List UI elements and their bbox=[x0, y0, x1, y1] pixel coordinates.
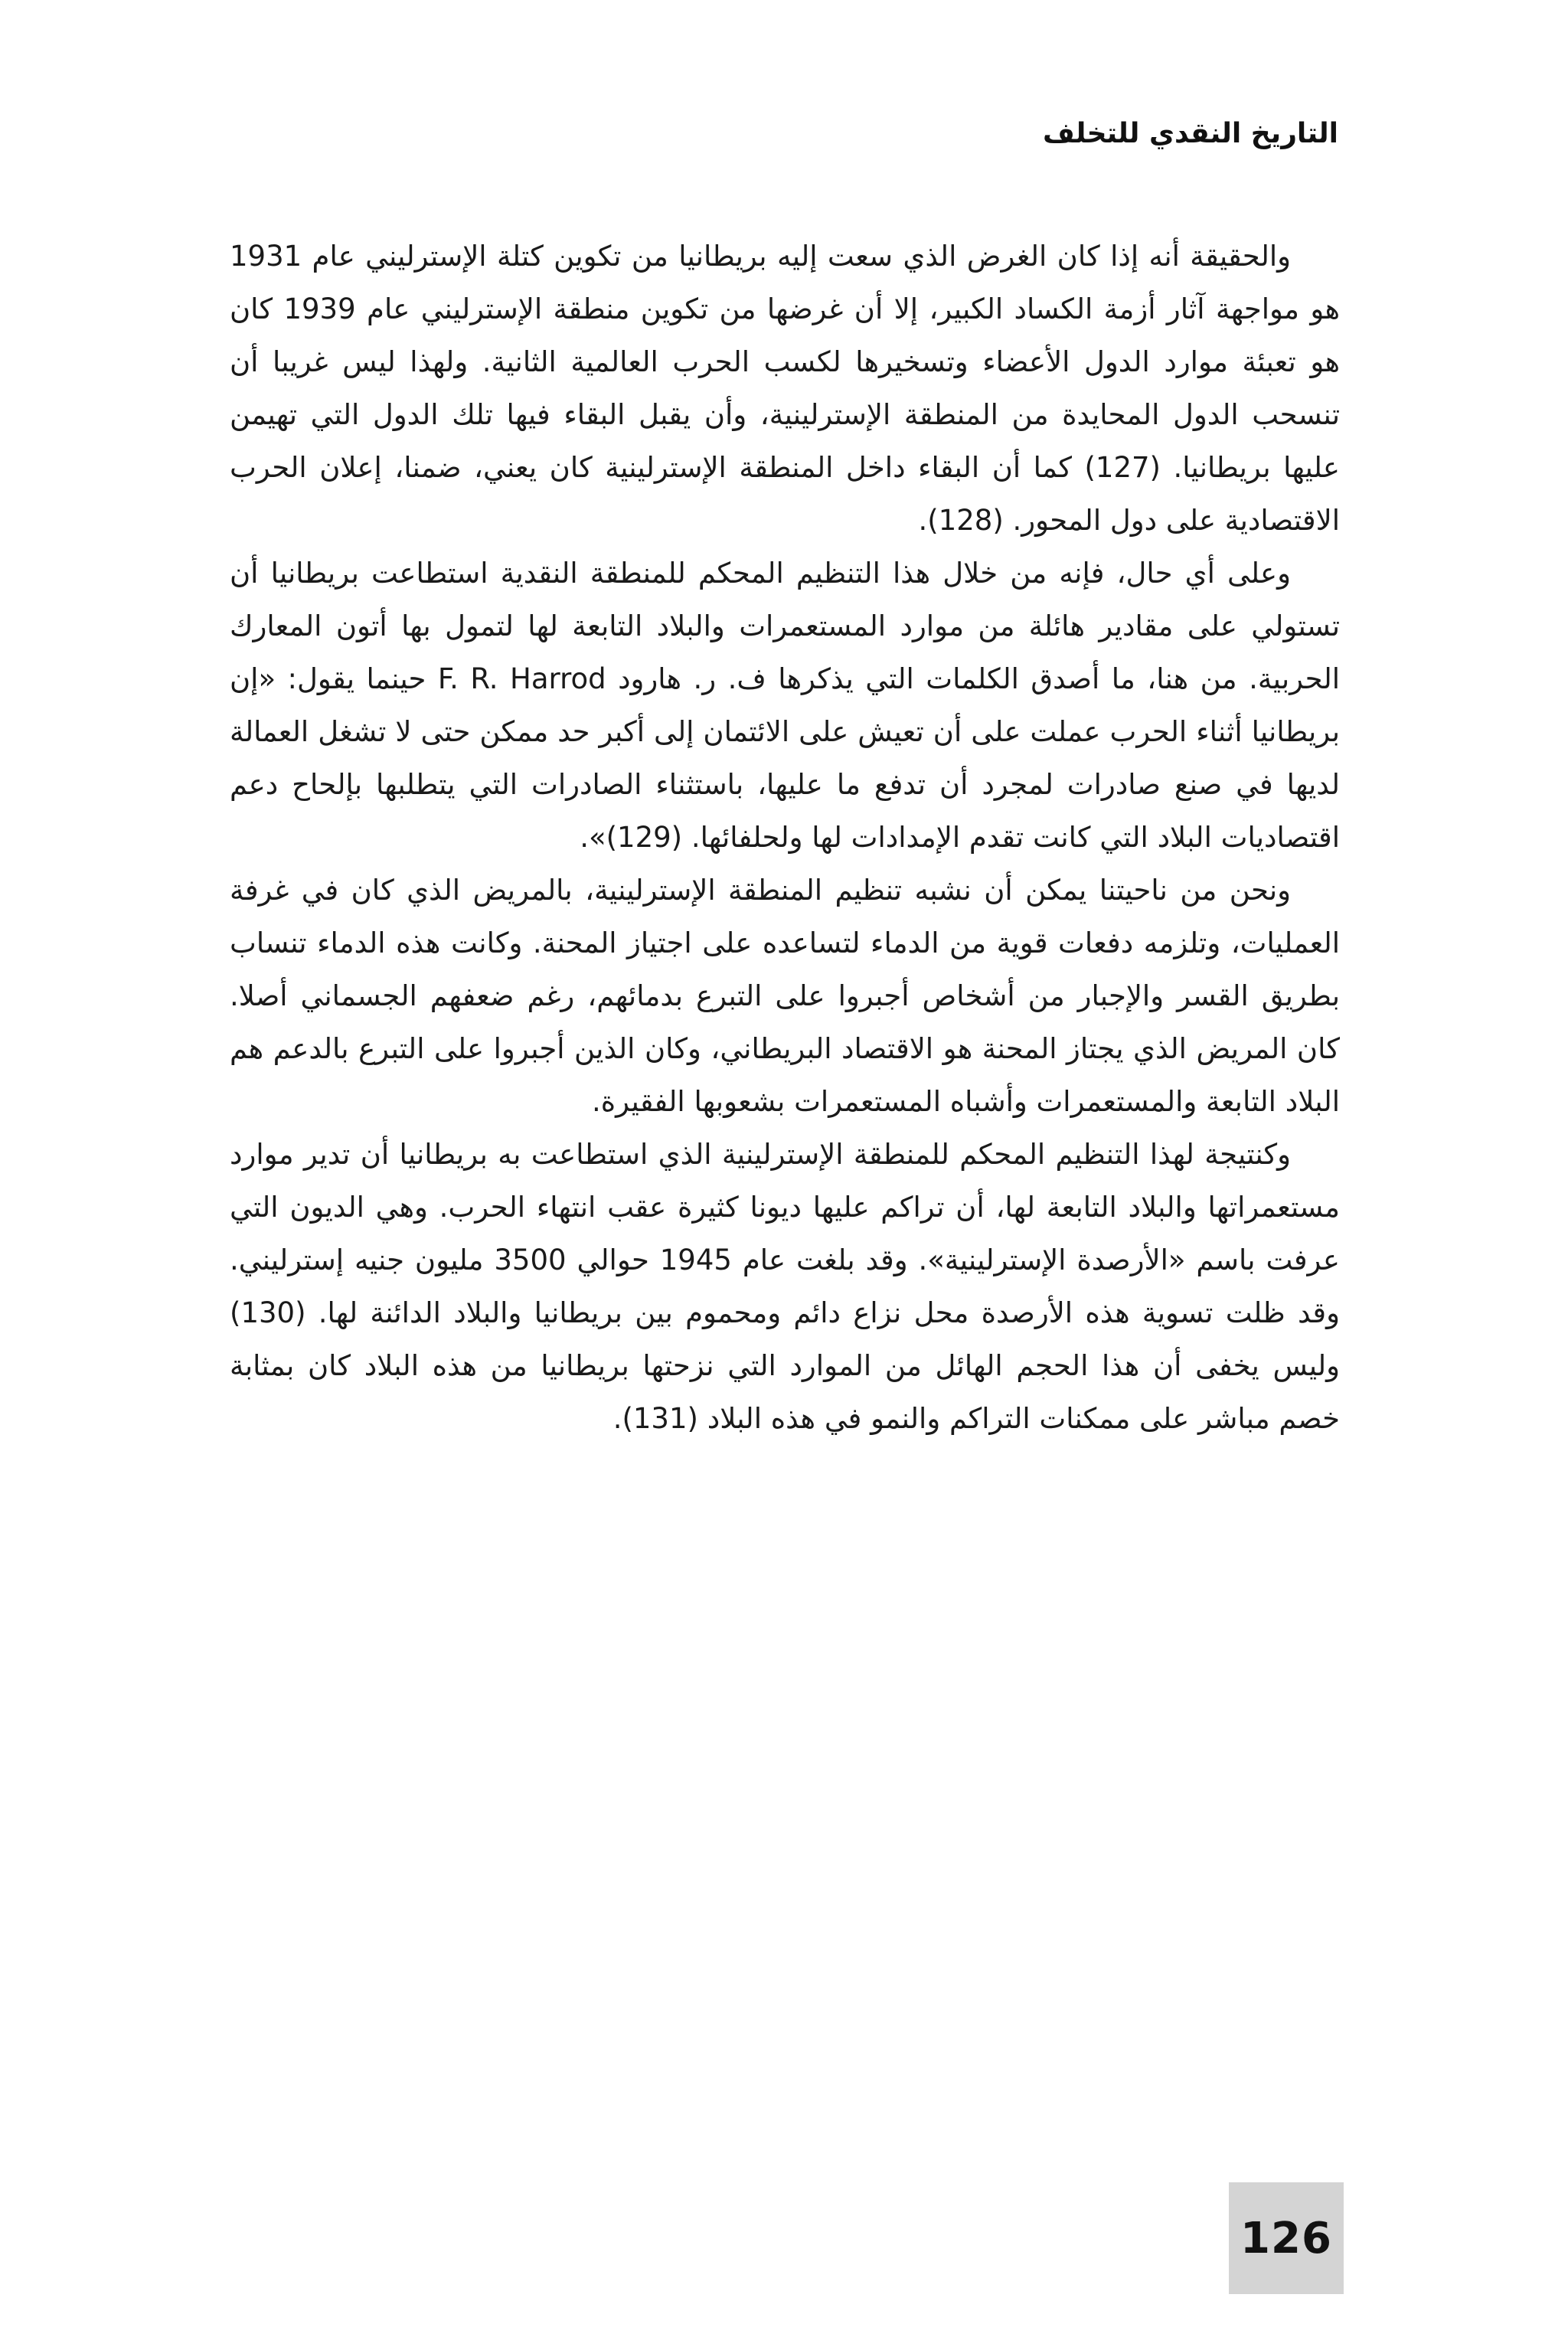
page-number-box bbox=[1229, 2182, 1344, 2294]
running-header-title: التاريخ النقدي للتخلف bbox=[1043, 118, 1338, 149]
paragraph-3: ونحن من ناحيتنا يمكن أن نشبه تنظيم المنطقة الإسترلينية، بالمريض الذي كان في غرفة العمليات، وتلزمه دفعات قوية من الدماء لتساعده على اجتياز المحنة. وكانت هذه الدماء تنساب بطريق القسر والإجبار من أشخاص أجبروا على التبرع بدمائهم، رغم ضعفهم الجسماني أصلا. كان المريض الذي يجتاز المحنة هو الاقتصاد البريطاني، وكان الذين أجبروا على التبرع بالدعم هم البلاد التابعة والمستعمرات وأشباه المستعمرات بشعوبها الفقيرة. bbox=[230, 874, 1340, 1118]
body-text bbox=[230, 230, 1340, 1445]
paragraph-1: والحقيقة أنه إذا كان الغرض الذي سعت إليه بريطانيا من تكوين كتلة الإسترليني عام 1931 هو مواجهة آثار أزمة الكساد الكبير، إلا أن غرضها من تكوين منطقة الإسترليني عام 1939 كان هو تعبئة موارد الدول الأعضاء وتسخيرها لكسب الحرب العالمية الثانية. ولهذا ليس غريبا أن تنسحب الدول المحايدة من المنطقة الإسترلينية، وأن يقبل البقاء فيها تلك الدول التي تهيمن عليها بريطانيا. (127) كما أن البقاء داخل المنطقة الإسترلينية كان يعني، ضمنا، إعلان الحرب الاقتصادية على دول المحور. (128). bbox=[230, 240, 1340, 537]
page-number: 126 bbox=[1240, 2213, 1332, 2263]
paragraph-2: وعلى أي حال، فإنه من خلال هذا التنظيم المحكم للمنطقة النقدية استطاعت بريطانيا أن تستولي على مقادير هائلة من موارد المستعمرات والبلاد التابعة لها لتمول بها أتون المعارك الحربية. من هنا، ما أصدق الكلمات التي يذكرها ف. ر. هارود F. R. Harrod حينما يقول: «إن بريطانيا أثناء الحرب عملت على أن تعيش على الائتمان إلى أكبر حد ممكن حتى لا تشغل العمالة لديها في صنع صادرات لمجرد أن تدفع ما عليها، باستثناء الصادرات التي يتطلبها بإلحاح دعم اقتصاديات البلاد التي كانت تقدم الإمدادات لها ولحلفائها. (129)». bbox=[230, 557, 1341, 854]
paragraph-4: وكنتيجة لهذا التنظيم المحكم للمنطقة الإسترلينية الذي استطاعت به بريطانيا أن تدير موارد مستعمراتها والبلاد التابعة لها، أن تراكم عليها ديونا كثيرة عقب انتهاء الحرب. وهي الديون التي عرفت باسم «الأرصدة الإسترلينية». وقد بلغت عام 1945 حوالي 3500 مليون جنيه إسترليني. وقد ظلت تسوية هذه الأرصدة محل نزاع دائم ومحموم بين بريطانيا والبلاد الدائنة لها. (130) وليس يخفى أن هذا الحجم الهائل من الموارد التي نزحتها بريطانيا من هذه البلاد كان بمثابة خصم مباشر على ممكنات التراكم والنمو في هذه البلاد (131). bbox=[230, 1138, 1341, 1435]
